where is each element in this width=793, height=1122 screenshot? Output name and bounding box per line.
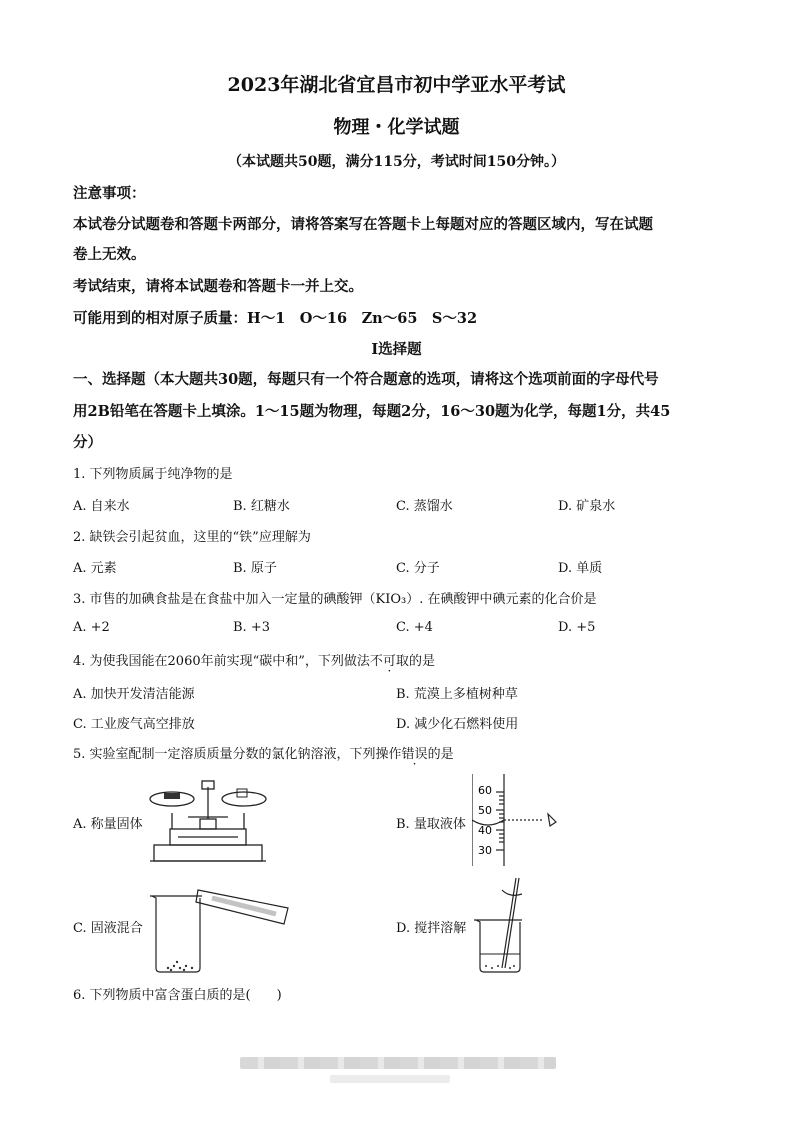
question-4-stem-post: 的是: [408, 654, 435, 669]
question-4-option-c[interactable]: C. 工业废气高空排放: [73, 717, 195, 732]
question-1-option-c[interactable]: C. 蒸馏水: [396, 499, 453, 514]
question-2-option-d[interactable]: D. 单质: [558, 561, 603, 576]
question-2-stem: 2. 缺铁会引起贫血，这里的“铁”应理解为: [73, 530, 311, 545]
question-1-option-b[interactable]: B. 红糖水: [233, 499, 290, 514]
blurred-watermark-sub: [330, 1075, 450, 1083]
notice-heading: 注意事项：: [73, 185, 146, 202]
question-5-stem-pre: 5. 实验室配制一定溶质质量分数的氯化钠溶液，下列操作: [73, 747, 402, 762]
notice-line-3: 可能用到的相对原子质量：H～1 O～16 Zn～65 S～32: [73, 310, 478, 327]
question-3-stem: 3. 市售的加碘食盐是在食盐中加入一定量的碘酸钾（KIO₃）. 在碘酸钾中碘元素的化合价是: [73, 592, 597, 607]
question-1-option-a[interactable]: A. 自来水: [73, 499, 130, 514]
cylinder-tick-60: 60: [478, 784, 492, 797]
blurred-watermark: [240, 1057, 556, 1069]
measuring-cylinder-figure: [472, 772, 572, 868]
question-5-option-d[interactable]: D. 搅拌溶解: [396, 921, 467, 936]
question-1-option-d[interactable]: D. 矿泉水: [558, 499, 616, 514]
question-4-option-b[interactable]: B. 荒漠上多植树种草: [396, 687, 518, 702]
question-3-option-a[interactable]: A. +2: [73, 620, 110, 635]
question-2-option-a[interactable]: A. 元素: [73, 561, 117, 576]
stirring-beaker-figure: [472, 876, 542, 974]
pouring-solid-figure: [148, 884, 298, 974]
question-3-option-c[interactable]: C. +4: [396, 620, 433, 635]
question-5-option-b[interactable]: B. 量取液体: [396, 817, 466, 832]
question-4-option-a[interactable]: A. 加快开发清洁能源: [73, 687, 195, 702]
cylinder-tick-50: 50: [478, 804, 492, 817]
question-2-option-c[interactable]: C. 分子: [396, 561, 440, 576]
notice-line-1b: 卷上无效。: [73, 246, 146, 263]
notice-line-1a: 本试卷分试题卷和答题卡两部分，请将答案写在答题卡上每题对应的答题区域内，写在试题: [73, 216, 653, 233]
notice-line-2: 考试结束，请将本试题卷和答题卡一并上交。: [73, 278, 363, 295]
exam-info: （本试题共50题，满分115分，考试时间150分钟。）: [228, 154, 565, 170]
question-2-option-b[interactable]: B. 原子: [233, 561, 277, 576]
question-4-option-d[interactable]: D. 减少化石燃料使用: [396, 717, 519, 732]
balance-scale-figure: [148, 775, 268, 867]
question-5-stem-emphasis: 错误: [401, 747, 428, 762]
question-1-stem: 1. 下列物质属于纯净物的是: [73, 467, 233, 482]
question-5-stem: [73, 743, 454, 762]
question-5-option-a[interactable]: A. 称量固体: [73, 817, 143, 832]
section-intro-2: 用2B铅笔在答题卡上填涂。1～15题为物理，每题2分，16～30题为化学，每题1分，共45: [73, 403, 671, 420]
section-heading: Ⅰ选择题: [371, 341, 422, 358]
exam-subtitle: 物理・化学试题: [333, 117, 460, 138]
question-3-option-b[interactable]: B. +3: [233, 620, 270, 635]
cylinder-tick-40: 40: [478, 824, 492, 837]
cylinder-tick-30: 30: [478, 844, 492, 857]
section-intro-1: 一、选择题（本大题共30题，每题只有一个符合题意的选项，请将这个选项前面的字母代号: [73, 371, 659, 388]
exam-title: 2023年湖北省宜昌市初中学亚水平考试: [227, 74, 566, 96]
question-6-stem: 6. 下列物质中富含蛋白质的是( ): [73, 988, 282, 1003]
question-4-stem-emphasis: 不可取: [369, 654, 409, 669]
question-3-option-d[interactable]: D. +5: [558, 620, 596, 635]
question-4-stem-pre: 4. 为使我国能在2060年前实现“碳中和”，下列做法: [73, 654, 370, 669]
question-5-option-c[interactable]: C. 固液混合: [73, 921, 143, 936]
question-4-stem: [73, 650, 435, 669]
section-intro-3: 分）: [73, 434, 102, 451]
question-5-stem-post: 的是: [427, 747, 454, 762]
